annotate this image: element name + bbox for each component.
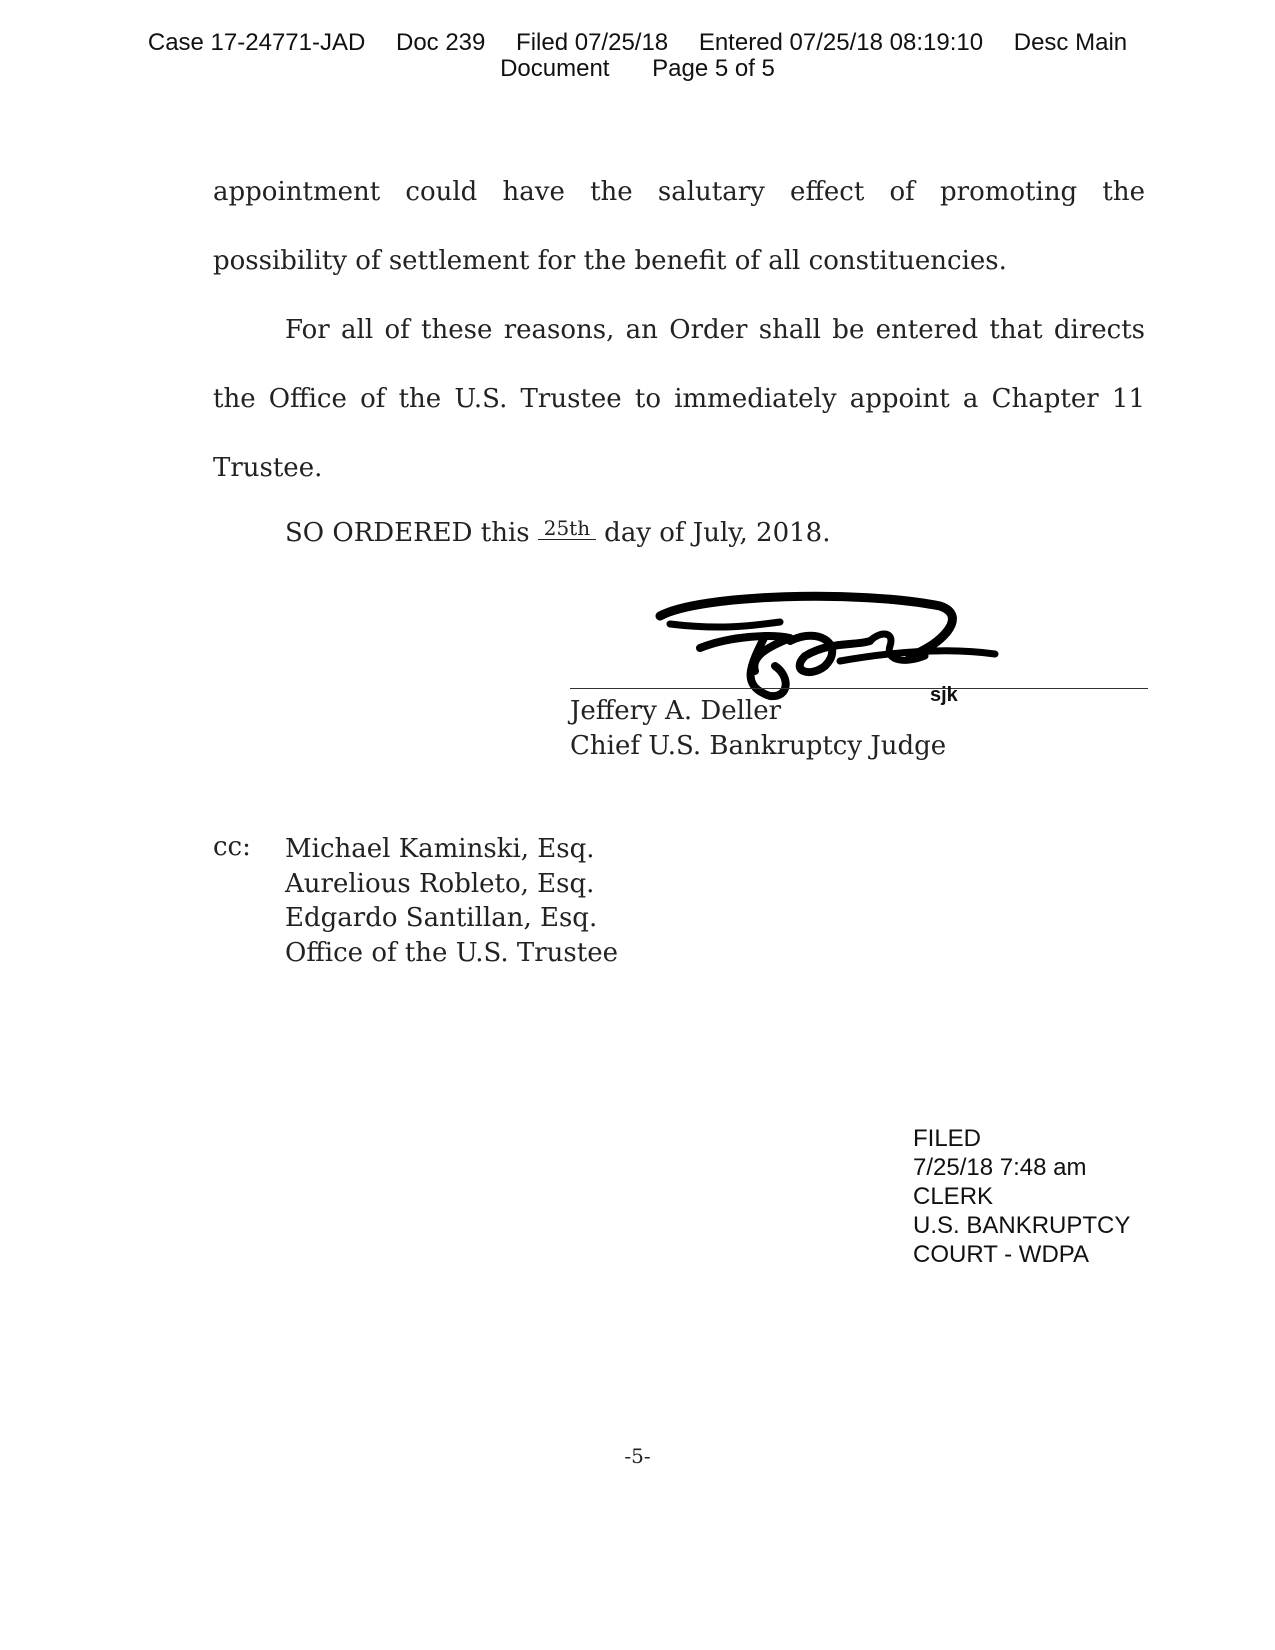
cc-recipient: Office of the U.S. Trustee [285,937,618,968]
doc-number: Doc 239 [395,29,486,56]
cc-recipient: Edgardo Santillan, Esq. [285,903,598,933]
signature-block [570,586,1148,706]
page-indicator: Page 5 of 5 [652,55,775,82]
cc-recipient: Aurelious Robleto, Esq. [285,868,595,899]
cc-recipient: Michael Kaminski, Esq. [285,834,595,864]
so-ordered-suffix: day of July, 2018. [604,518,831,548]
desc-label: Desc Main [1013,29,1128,56]
paragraph-2 [213,296,1145,503]
so-ordered-line [285,518,831,548]
signature-line [570,688,1148,689]
filed-stamp-line: CLERK [913,1183,994,1210]
filed-stamp-line: 7/25/18 7:48 am [913,1154,1087,1181]
order-day: 25th [538,517,596,540]
header-line-2 [0,56,1275,82]
cc-recipients [285,832,618,970]
paragraph-2-line-1: For all of these reasons, an Order shall be entered that directs [285,315,1145,345]
cc-label: cc: [213,832,251,862]
paragraph-1-line-2: possibility of settlement for the benefit of all constituencies. [213,246,1007,276]
judge-title: Chief U.S. Bankruptcy Judge [570,731,947,761]
page-number: -5- [624,1444,651,1468]
case-number: Case 17-24771-JAD [147,29,366,56]
signature-initials: sjk [930,684,958,706]
filed-stamp-line: FILED [913,1125,982,1152]
filed-stamp-line: COURT - WDPA [913,1241,1090,1268]
judge-info [570,694,946,764]
document-header [0,30,1275,82]
paragraph-1 [213,158,1145,296]
paragraph-1-line-1: appointment could have the salutary effect of promoting the [213,177,1145,207]
filed-date: Filed 07/25/18 [516,29,669,56]
paragraph-2-line-3: Trustee. [213,453,323,483]
filed-stamp-line: U.S. BANKRUPTCY [913,1212,1131,1239]
paragraph-2-line-2: the Office of the U.S. Trustee to immediately appoint a Chapter 11 [213,384,1145,414]
so-ordered-prefix: SO ORDERED this [285,518,530,548]
judge-name: Jeffery A. Deller [570,696,782,726]
document-label: Document [500,55,610,82]
entered-date: Entered 07/25/18 08:19:10 [698,29,984,56]
header-line-1 [0,30,1275,56]
filed-stamp [913,1124,1130,1269]
